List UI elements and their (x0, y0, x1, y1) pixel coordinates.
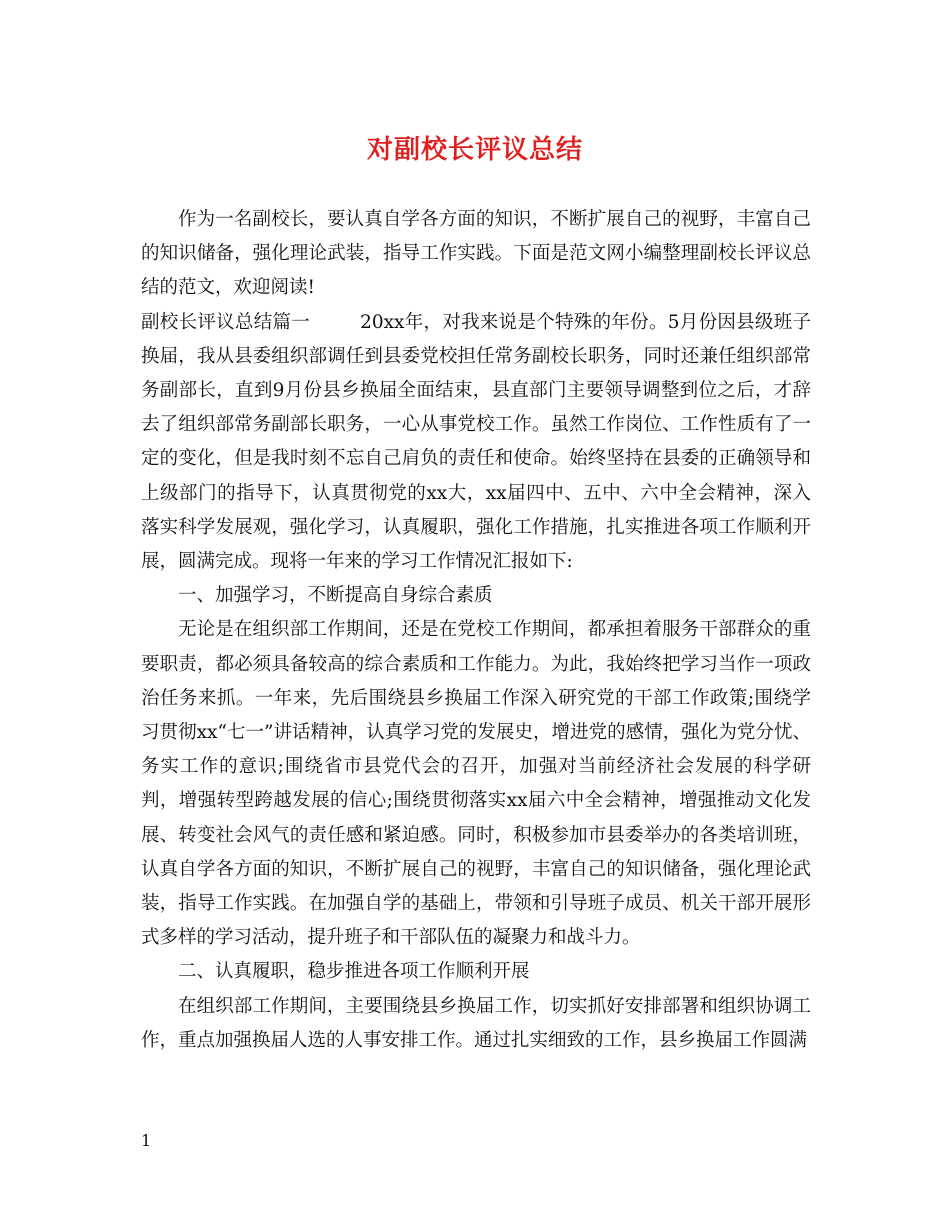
section-one-paragraph (141, 306, 811, 580)
section-one-text: 20xx年，对我来说是个特殊的年份。5月份因县级班子换届，我从县委组织部调任到县委党校担任常务副校长职务，同时还兼任组织部常务副部长，直到9月份县乡换届全面结束，县直部门主要领导调整到位之后，才辞去了组织部常务副部长职务，一心从事党校工作。虽然工作岗位、工作性质有了一定的变化，但是我时刻不忘自己肩负的责任和使命。始终坚持在县委的正确领导和上级部门的指导下，认真贯彻党的xx大，xx届四中、五中、六中全会精神，深入落实科学发展观，强化学习，认真履职，强化工作措施，扎实推进各项工作顺利开展，圆满完成。现将一年来的学习工作情况汇报如下: (141, 311, 811, 573)
duties-paragraph: 在组织部工作期间，主要围绕县乡换届工作，切实抓好安排部署和组织协调工作，重点加强换届人选的人事安排工作。通过扎实细致的工作，县乡换届工作圆满 (141, 995, 811, 1051)
document-body (141, 203, 811, 1058)
learning-paragraph: 无论是在组织部工作期间，还是在党校工作期间，都承担着服务干部群众的重要职责，都必须具备较高的综合素质和工作能力。为此，我始终把学习当作一项政治任务来抓。一年来，先后围绕县乡换届工作深入研究党的干部工作政策;围绕学习贯彻xx“七一”讲话精神，认真学习党的发展史，增进党的感情，强化为党分忧、务实工作的意识;围绕省市县党代会的召开，加强对当前经济社会发展的科学研判，增强转型跨越发展的信心;围绕贯彻落实xx届六中全会精神，增强推动文化发展、转变社会风气的责任感和紧迫感。同时，积极参加市县委举办的各类培训班，认真自学各方面的知识，不断扩展自己的视野，丰富自己的知识储备，强化理论武装，指导工作实践。在加强自学的基础上，带领和引导班子成员、机关干部开展形式多样的学习活动，提升班子和干部队伍的凝聚力和战斗力。 (141, 619, 811, 949)
page-number: 1 (141, 1131, 152, 1150)
intro-paragraph: 作为一名副校长，要认真自学各方面的知识，不断扩展自己的视野，丰富自己的知识储备，强化理论武装，指导工作实践。下面是范文网小编整理副校长评议总结的范文，欢迎阅读! (141, 209, 811, 299)
heading-learning: 一、加强学习，不断提高自身综合素质 (178, 585, 493, 607)
document-title: 对副校长评议总结 (366, 135, 583, 165)
heading-duties: 二、认真履职，稳步推进各项工作顺利开展 (178, 961, 530, 983)
section-label: 副校长评议总结篇一 (141, 311, 311, 333)
